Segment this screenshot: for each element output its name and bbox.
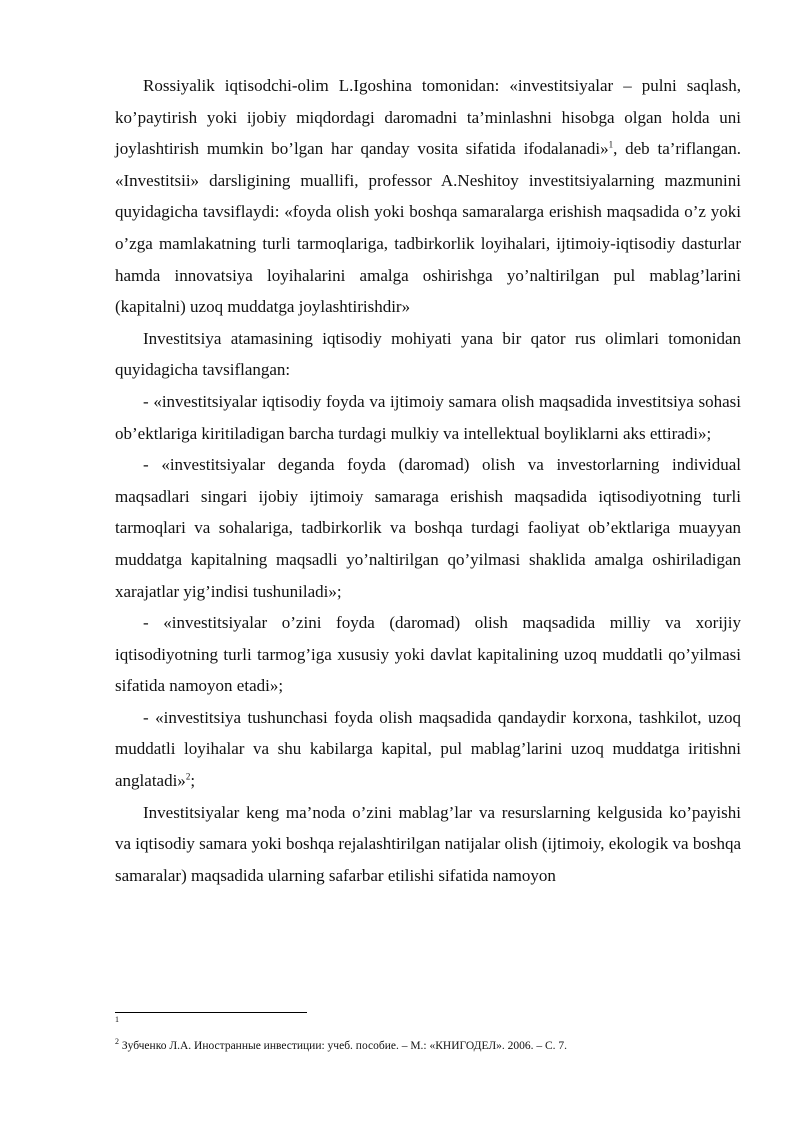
- paragraph-text-continued: , deb ta’riflangan. «Investitsii» darsligining muallifi, professor A.Neshitoy investitsiyalarning mazmunini quyidagicha tavsiflaydi: «foyda olish yoki boshqa samaralarga erishish maqsadida o’z yoki o’zga mamlakatning turli tarmoqlariga, tadbirkorlik loyihalari, ijtimoiy-iqtisodiy dasturlar hamda innovatsiya loyihalarini amalga oshirishga yo’naltirilgan pul mablag’larini (kapitalni) uzoq muddatga joylashtirishdir»: [115, 139, 742, 317]
- paragraph-text: Rossiyalik iqtisodchi-olim L.Igoshina tomonidan: «investitsiyalar – pulni saqlash, ko’paytirish yoki ijobiy miqdordagi daromadni ta’minlashni hisobga olgan holda uni joylashtirish mumkin bo’lgan har qanday vosita sifatida ifodalanadi»: [115, 76, 741, 159]
- paragraph-text: - «investitsiyalar deganda foyda (daromad) olish va investorlarning individual maqsadlari singari ijobiy ijtimoiy samaraga erishish maqsadida iqtisodiyotning turli tarmoqlari va sohalariga, tadbirkorlik va boshqa turdagi faoliyat ob’ektlariga muayyan muddatga kapitalning maqsadli yo’naltirilgan qo’yilmasi shaklida amalga oshiriladigan xarajatlar yig’indisi tushuniladi»;: [115, 455, 741, 601]
- paragraph-text: Investitsiyalar keng ma’noda o’zini mablag’lar va resurslarning kelgusida ko’payishi va iqtisodiy samara yoki boshqa rejalashtirilgan natijalar olish (ijtimoiy, ekologik va boshqa samaralar) maqsadida ularning safarbar etilishi sifatida namoyon: [115, 802, 741, 885]
- paragraph-definition-item: [115, 386, 741, 449]
- paragraph-text-continued: ;: [190, 771, 196, 791]
- footnote-2: [115, 1039, 741, 1053]
- footnote-mark: 2: [115, 1037, 119, 1047]
- footnote-ref-2[interactable]: 2: [185, 771, 191, 782]
- paragraph-definition-item: [115, 449, 741, 607]
- paragraph-igoshina-definition: [115, 70, 741, 323]
- paragraph-definition-item: [115, 607, 741, 702]
- paragraph-broad-meaning: [115, 797, 741, 892]
- footnote-separator: [115, 1012, 307, 1013]
- paragraph-text: Investitsiya atamasining iqtisodiy mohiyati yana bir qator rus olimlari tomonidan quyidagicha tavsiflangan:: [115, 328, 741, 380]
- paragraph-russian-scholars-intro: [115, 323, 741, 386]
- paragraph-definition-item: [115, 702, 741, 797]
- paragraph-text: - «investitsiyalar iqtisodiy foyda va ijtimoiy samara olish maqsadida investitsiya sohasi ob’ektlariga kiritiladigan barcha turdagi mulkiy va intellektual boyliklarni aks ettiradi»;: [115, 391, 741, 443]
- footnote-1: [115, 1017, 741, 1031]
- footnote-ref-1[interactable]: 1: [608, 139, 614, 150]
- document-body: [115, 70, 741, 891]
- paragraph-text: - «investitsiya tushunchasi foyda olish maqsadida qandaydir korxona, tashkilot, uzoq muddatli loyihalar va shu kabilarga kapital, pul mablag’larini uzoq muddatga iritishni anglatadi»: [115, 707, 741, 791]
- footnote-text: Зубченко Л.А. Иностранные инвестиции: учеб. пособие. – М.: «КНИГОДЕЛ». 2006. – С. 7.: [121, 1040, 568, 1052]
- paragraph-text: - «investitsiyalar o’zini foyda (daromad) olish maqsadida milliy va xorijiy iqtisodiyotning turli tarmog’iga xususiy yoki davlat kapitalining uzoq muddatli qo’yilmasi sifatida namoyon etadi»;: [115, 613, 741, 696]
- footnote-mark: 1: [115, 1015, 119, 1025]
